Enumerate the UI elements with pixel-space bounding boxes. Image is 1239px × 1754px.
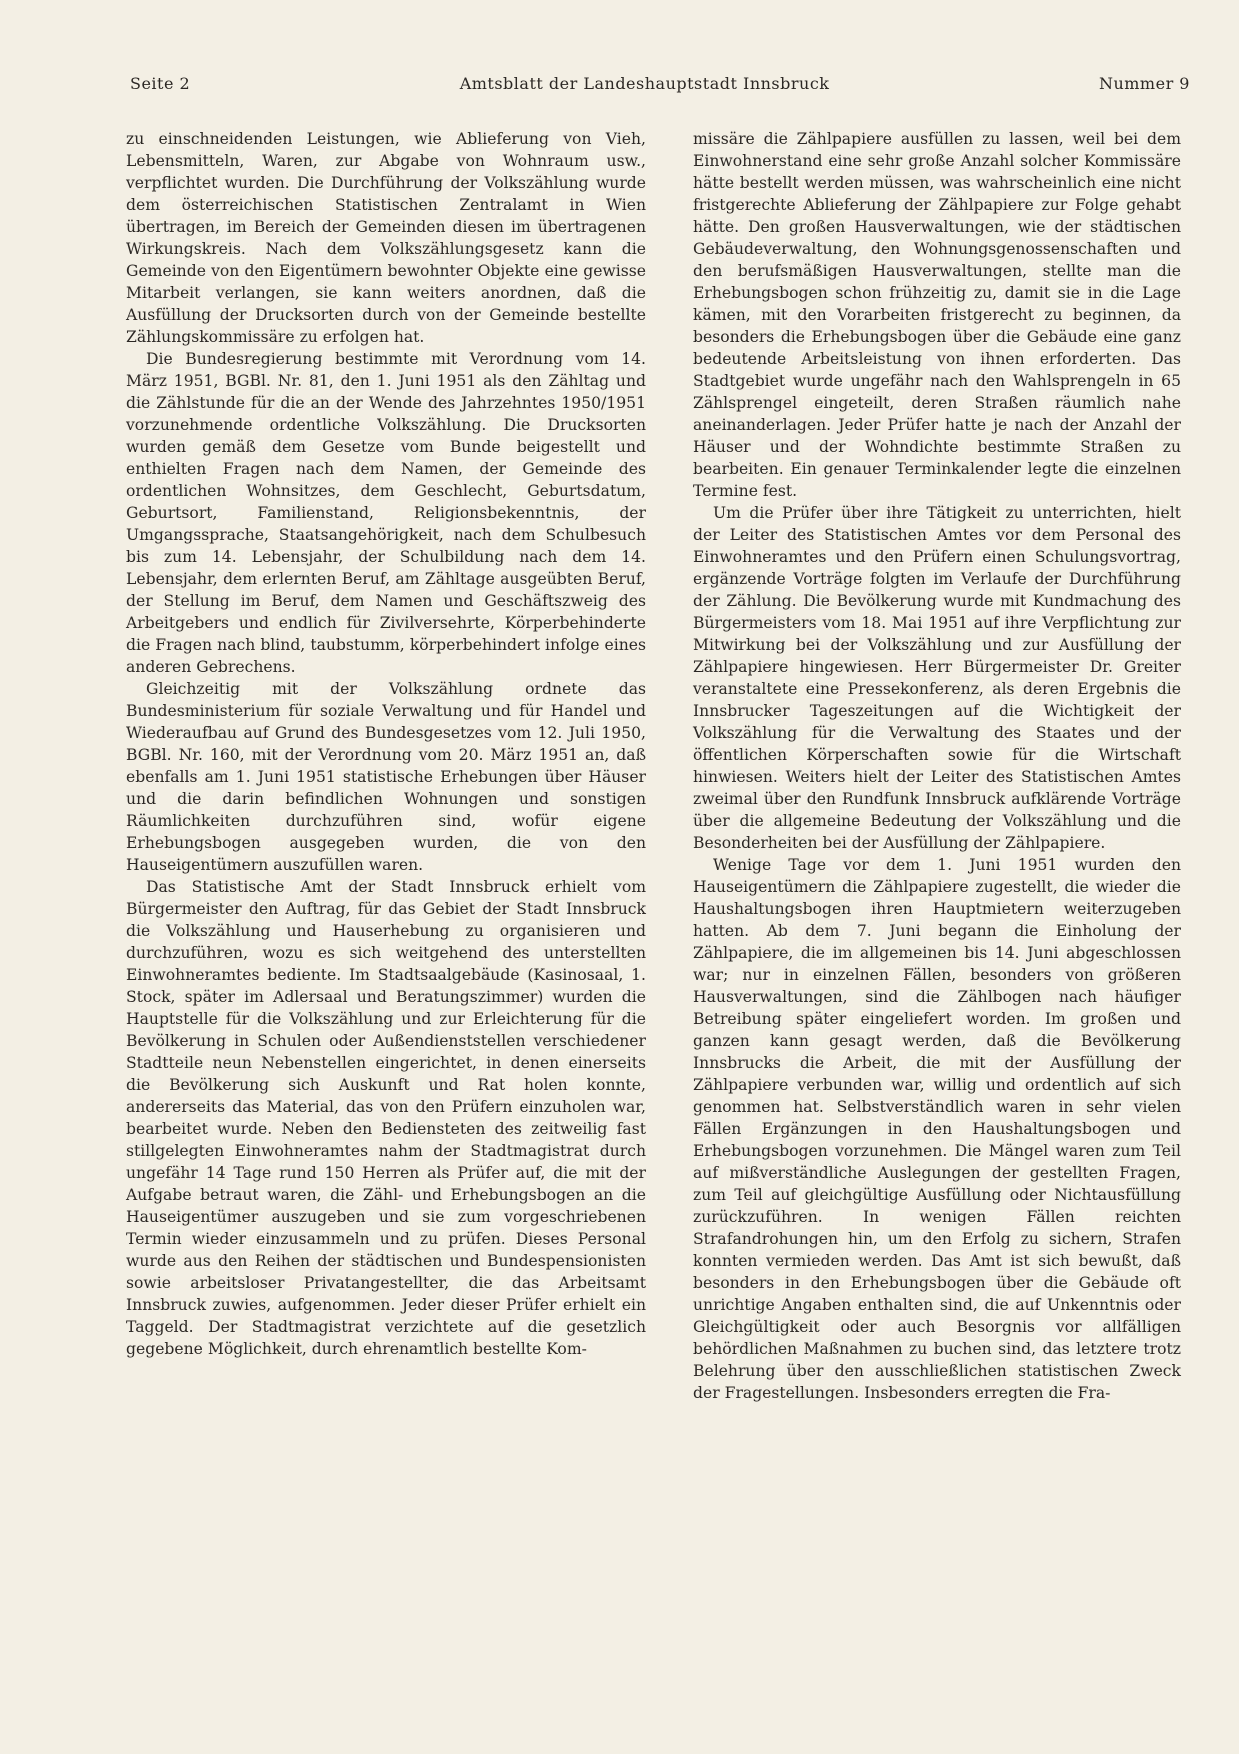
paragraph: Gleichzeitig mit der Volkszählung ordnete das Bundesministerium für soziale Verwaltung und für Handel und Wiederaufbau auf Grund des Bundesgesetzes vom 12. Juli 1950, BGBl. Nr. 160, mit der Verordnung vom 20. März 1951 an, daß ebenfalls am 1. Juni 1951 statistische Erhebungen über Häuser und die darin befindlichen Wohnungen und sonstigen Räumlichkeiten durchzuführen sind, wofür eigene Erhebungsbogen ausgegeben wurden, die von den Hauseigentümern auszufüllen waren.	[126, 680, 646, 874]
paragraph: zu einschneidenden Leistungen, wie Ablieferung von Vieh, Lebensmitteln, Waren, zur Abgabe von Wohnraum usw., verpflichtet wurden. Die Durchführung der Volkszählung wurde dem österreichischen Statistischen Zentralamt in Wien übertragen, im Bereich der Gemeinden diesen im übertragenen Wirkungskreis. Nach dem Volkszählungsgesetz kann die Gemeinde von den Eigentümern bewohnter Objekte eine gewisse Mitarbeit verlangen, sie kann weiters anordnen, daß die Ausfüllung der Drucksorten durch von der Gemeinde bestellte Zählungskommissäre zu erfolgen hat.	[126, 130, 646, 346]
left-column	[126, 128, 646, 1728]
paragraph: missäre die Zählpapiere ausfüllen zu lassen, weil bei dem Einwohnerstand eine sehr große Anzahl solcher Kommissäre hätte bestellt werden müssen, was wahrscheinlich eine nicht fristgerechte Ablieferung der Zählpapiere zur Folge gehabt hätte. Den großen Hausverwaltungen, wie der städtischen Gebäudeverwaltung, den Wohnungsgenossenschaften und den berufsmäßigen Hausverwaltungen, stellte man die Erhebungsbogen schon frühzeitig zu, damit sie in die Lage kämen, mit den Vorarbeiten fristgerecht zu beginnen, da besonders die Erhebungsbogen über die Gebäude eine ganz bedeutende Arbeitsleistung von ihnen erforderten. Das Stadtgebiet wurde ungefähr nach den Wahlsprengeln in 65 Zählsprengel eingeteilt, deren Straßen räumlich nahe aneinanderlagen. Jeder Prüfer hatte je nach der Anzahl der Häuser und der Wohndichte bestimmte Straßen zu bearbeiten. Ein genauer Terminkalender legte die einzelnen Termine fest.	[693, 130, 1181, 500]
right-column	[693, 128, 1181, 1728]
issue-number: Nummer 9	[1098, 73, 1190, 93]
page-number: Seite 2	[130, 73, 191, 93]
publication-title: Amtsblatt der Landeshauptstadt Innsbruck	[459, 73, 830, 93]
paragraph: Wenige Tage vor dem 1. Juni 1951 wurden den Hauseigentümern die Zählpapiere zugestellt, die wieder die Haushaltungsbogen ihren Hauptmietern weiterzugeben hatten. Ab dem 7. Juni begann die Einholung der Zählpapiere, die im allgemeinen bis 14. Juni abgeschlossen war; nur in einzelnen Fällen, besonders von größeren Hausverwaltungen, sind die Zählbogen nach häufiger Betreibung später eingeliefert worden. Im großen und ganzen kann gesagt werden, daß die Bevölkerung Innsbrucks die Arbeit, die mit der Ausfüllung der Zählpapiere verbunden war, willig und ordentlich auf sich genommen hat. Selbstverständlich waren in sehr vielen Fällen Ergänzungen in den Haushaltungsbogen und Erhebungsbogen vorzunehmen. Die Mängel waren zum Teil auf mißverständliche Auslegungen der gestellten Fragen, zum Teil auf gleichgültige Ausfüllung oder Nichtausfüllung zurückzuführen. In wenigen Fällen reichten Strafandrohungen hin, um den Erfolg zu sichern, Strafen konnten vermieden werden. Das Amt ist sich bewußt, daß besonders in den Erhebungsbogen über die Gebäude oft unrichtige Angaben enthalten sind, die auf Unkenntnis oder Gleichgültigkeit oder auch Besorgnis vor allfälligen behördlichen Maßnahmen zu buchen sind, das letztere trotz Belehrung über den ausschließlichen statistischen Zweck der Fragestellungen. Insbesonders erregten die Fra-	[693, 856, 1181, 1402]
paragraph: Das Statistische Amt der Stadt Innsbruck erhielt vom Bürgermeister den Auftrag, für das Gebiet der Stadt Innsbruck die Volkszählung und Hauserhebung zu organisieren und durchzuführen, wozu es sich weitgehend des unterstellten Einwohneramtes bediente. Im Stadtsaalgebäude (Kasinosaal, 1. Stock, später im Adlersaal und Beratungszimmer) wurden die Hauptstelle für die Volkszählung und zur Erleichterung für die Bevölkerung in Schulen oder Außendienststellen verschiedener Stadtteile neun Nebenstellen eingerichtet, in denen einerseits die Bevölkerung sich Auskunft und Rat holen konnte, andererseits das Material, das von den Prüfern einzuholen war, bearbeitet wurde. Neben den Bediensteten des zeitweilig fast stillgelegten Einwohneramtes nahm der Stadtmagistrat durch ungefähr 14 Tage rund 150 Herren als Prüfer auf, die mit der Aufgabe betraut waren, die Zähl- und Erhebungsbogen an die Hauseigentümer auszugeben und sie zum vorgeschriebenen Termin wieder einzusammeln und zu prüfen. Dieses Personal wurde aus den Reihen der städtischen und Bundespensionisten sowie arbeitsloser Privatangestellter, die das Arbeitsamt Innsbruck zuwies, aufgenommen. Jeder dieser Prüfer erhielt ein Taggeld. Der Stadtmagistrat verzichtete auf die gesetzlich gegebene Möglichkeit, durch ehrenamtlich bestellte Kom-	[126, 878, 646, 1358]
paragraph: Die Bundesregierung bestimmte mit Verordnung vom 14. März 1951, BGBl. Nr. 81, den 1. Juni 1951 als den Zähltag und die Zählstunde für die an der Wende des Jahrzehntes 1950/1951 vorzunehmende ordentliche Volkszählung. Die Drucksorten wurden gemäß dem Gesetze vom Bunde beigestellt und enthielten Fragen nach dem Namen, der Gemeinde des ordentlichen Wohnsitzes, dem Geschlecht, Geburtsdatum, Geburtsort, Familienstand, Religionsbekenntnis, der Umgangssprache, Staatsangehörigkeit, nach dem Schulbesuch bis zum 14. Lebensjahr, der Schulbildung nach dem 14. Lebensjahr, dem erlernten Beruf, am Zähltage ausgeübten Beruf, der Stellung im Beruf, dem Namen und Geschäftszweig des Arbeitgebers und endlich für Zivilversehrte, Körperbehinderte die Fragen nach blind, taubstumm, körperbehindert infolge eines anderen Gebrechens.	[126, 350, 646, 676]
page-header	[130, 68, 1190, 98]
paragraph: Um die Prüfer über ihre Tätigkeit zu unterrichten, hielt der Leiter des Statistischen Amtes vor dem Personal des Einwohneramtes und den Prüfern einen Schulungsvortrag, ergänzende Vorträge folgten im Verlaufe der Durchführung der Zählung. Die Bevölkerung wurde mit Kundmachung des Bürgermeisters vom 18. Mai 1951 auf ihre Verpflichtung zur Mitwirkung bei der Volkszählung und zur Ausfüllung der Zählpapiere hingewiesen. Herr Bürgermeister Dr. Greiter veranstaltete eine Pressekonferenz, als deren Ergebnis die Innsbrucker Tageszeitungen auf die Wichtigkeit der Volkszählung für die Verwaltung des Staates und der öffentlichen Körperschaften sowie für die Wirtschaft hinwiesen. Weiters hielt der Leiter des Statistischen Amtes zweimal über den Rundfunk Innsbruck aufklärende Vorträge über die allgemeine Bedeutung der Volkszählung und die Besonderheiten bei der Ausfüllung der Zählpapiere.	[693, 504, 1181, 852]
